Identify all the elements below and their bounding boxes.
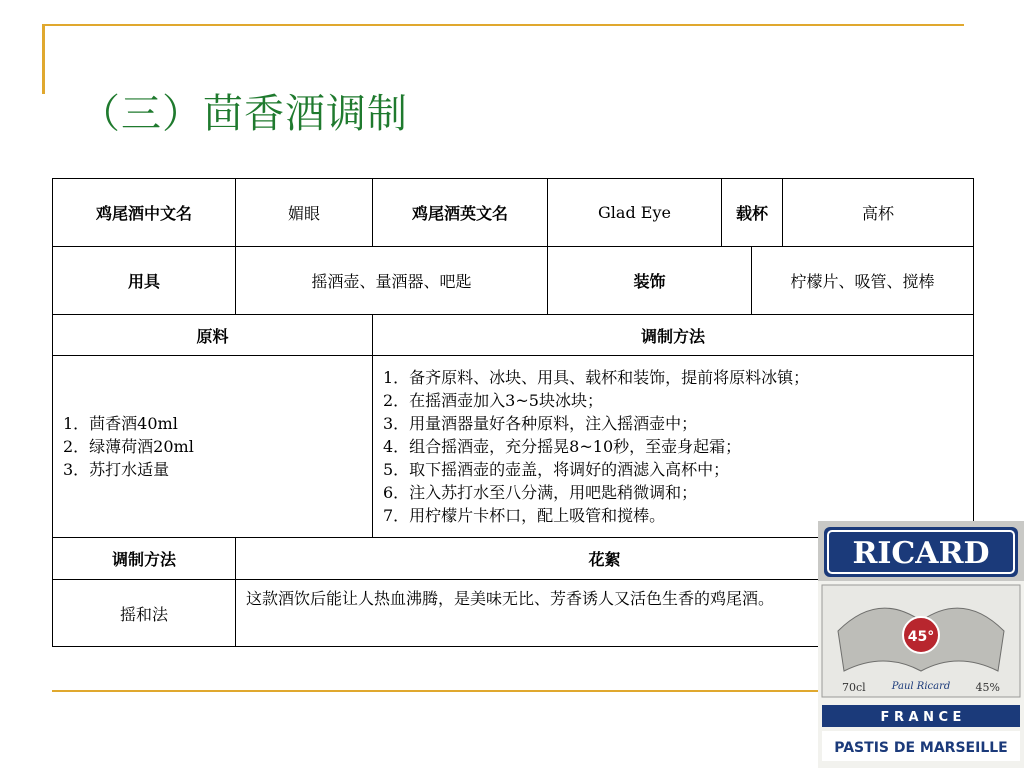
glass-value: 高杯	[783, 179, 974, 247]
tools-value: 摇酒壶、量酒器、吧匙	[236, 247, 548, 315]
list-item: 1．茴香酒40ml	[63, 414, 178, 433]
bottle-badge: 45°	[907, 629, 935, 645]
notes-label: 花絮	[236, 538, 974, 580]
decorative-top-line	[42, 24, 964, 26]
cn-name-label: 鸡尾酒中文名	[53, 179, 236, 247]
method-label: 调制方法	[53, 538, 236, 580]
tools-label: 用具	[53, 247, 236, 315]
list-item: 5．取下摇酒壶的壶盖，将调好的酒滤入高杯中；	[383, 460, 730, 479]
garnish-value: 柠檬片、吸管、搅棒	[752, 247, 974, 315]
garnish-label: 装饰	[548, 247, 752, 315]
table-row	[53, 179, 974, 247]
decorative-vertical-line	[42, 24, 45, 94]
ingredients-header: 原料	[53, 315, 373, 356]
ricard-bottle-image	[818, 521, 1024, 768]
en-name-value: Glad Eye	[548, 179, 722, 247]
table-row	[53, 315, 974, 356]
list-item: 3．用量酒器量好各种原料，注入摇酒壶中；	[383, 414, 698, 433]
ricard-label-graphic	[818, 521, 1024, 768]
page-title: （三）茴香酒调制	[80, 91, 408, 137]
table-row	[53, 247, 974, 315]
list-item: 3．苏打水适量	[63, 460, 170, 479]
method-steps	[373, 356, 974, 538]
table-row	[53, 356, 974, 538]
bottle-volume: 70cl	[842, 681, 866, 694]
en-name-label: 鸡尾酒英文名	[373, 179, 548, 247]
cn-name-value: 媚眼	[236, 179, 373, 247]
glass-label: 载杯	[722, 179, 783, 247]
notes-value: 这款酒饮后能让人热血沸腾，是美味无比、芳香诱人又活色生香的鸡尾酒。	[236, 580, 974, 647]
bottle-product: PASTIS DE MARSEILLE	[834, 740, 1008, 756]
list-item: 6．注入苏打水至八分满，用吧匙稍微调和；	[383, 483, 698, 502]
bottle-brand: RICARD	[852, 536, 990, 571]
list-item: 2．绿薄荷酒20ml	[63, 437, 194, 456]
ingredients-list	[53, 356, 373, 538]
method-value: 摇和法	[53, 580, 236, 647]
list-item: 1．备齐原料、冰块、用具、载杯和装饰，提前将原料冰镇；	[383, 368, 810, 387]
list-item: 7．用柠檬片卡杯口，配上吸管和搅棒。	[383, 506, 666, 525]
list-item: 4．组合摇酒壶，充分摇晃8~10秒，至壶身起霜；	[383, 437, 742, 456]
bottle-country: F R A N C E	[880, 710, 962, 725]
bottle-signature: Paul Ricard	[891, 681, 951, 692]
method-header: 调制方法	[373, 315, 974, 356]
bottle-abv: 45%	[975, 681, 1000, 694]
list-item: 2．在摇酒壶加入3~5块冰块；	[383, 391, 603, 410]
